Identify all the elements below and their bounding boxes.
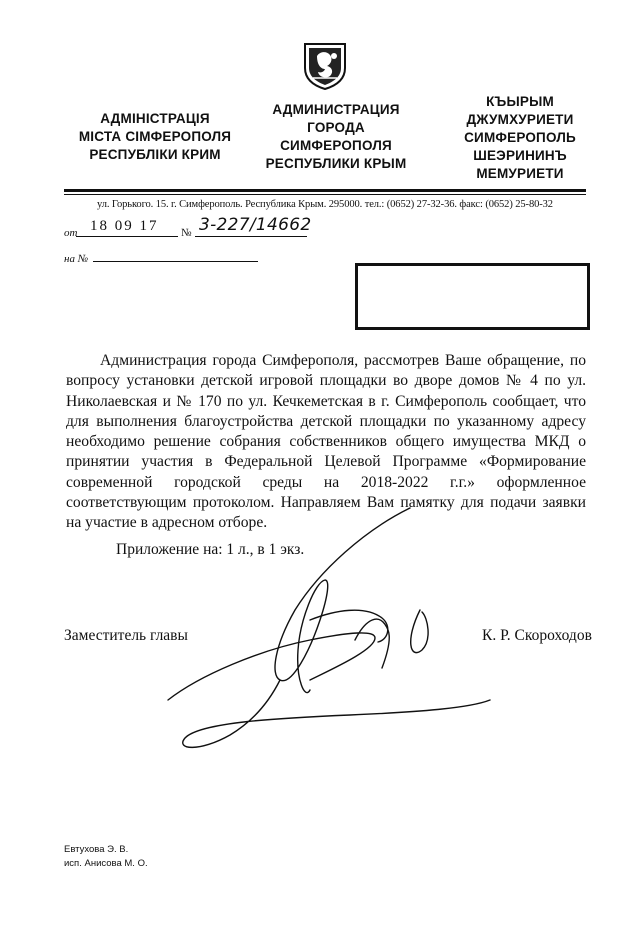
header-right-line: ДЖУМХУРИЕТИ xyxy=(466,112,574,127)
footer-author: Евтухова Э. В. xyxy=(64,844,129,855)
header-center-line: РЕСПУБЛИКИ КРЫМ xyxy=(265,156,407,171)
number-field xyxy=(195,236,307,237)
body-paragraph: Администрация города Симферополя, рассмотрев Ваше обращение, по вопросу установки детской игровой площадки во дворе домов № 4 по ул. Николаевская и № 170 по ул. Кечкеметская в г. Симферополь сообщает, что для выполнения благоустройства детской площадки по указанному адресу необходимо решение собрания собственников общего имущества МКД о принятии участия в Федеральной Целевой Программе «Формирование современной городской среды на 2018-2022 г.г.» оформленное соответствующим протоколом. Направляем Вам памятку для подачи заявки на участие в адресном отборе. xyxy=(66,352,586,532)
reference-field xyxy=(93,261,258,262)
header-left-line: РЕСПУБЛІКИ КРИМ xyxy=(89,147,221,162)
footer-executor: исп. Анисова М. О. xyxy=(64,858,148,869)
header-center-block xyxy=(236,101,436,173)
header-center-line: ГОРОДА xyxy=(307,120,365,135)
header-rule-thick xyxy=(64,189,586,192)
header-right-line: МЕМУРИЕТИ xyxy=(476,166,564,181)
registration-date: 18 09 17 xyxy=(90,218,159,234)
number-label: № xyxy=(181,227,192,239)
header-left-line: АДМІНІСТРАЦІЯ xyxy=(100,111,210,126)
header-right-block xyxy=(430,93,610,183)
from-label: от xyxy=(64,227,78,239)
header-center-line: АДМИНИСТРАЦИЯ xyxy=(272,102,400,117)
header-right-line: СИМФЕРОПОЛЬ xyxy=(464,130,576,145)
header-right-line: КЪЫРЫМ xyxy=(486,94,554,109)
header-left-line: МІСТА СІМФЕРОПОЛЯ xyxy=(78,129,232,144)
signer-name: К. Р. Скороходов xyxy=(482,627,592,644)
date-field xyxy=(76,236,178,237)
address-line: ул. Горького. 15. г. Симферополь. Республика Крым. 295000. тел.: (0652) 27-32-36. факс: (0652) 25-80-32 xyxy=(97,199,553,210)
coat-of-arms-emblem xyxy=(303,42,347,90)
attachment-line: Приложение на: 1 л., в 1 экз. xyxy=(116,541,305,558)
signer-position: Заместитель главы xyxy=(64,627,188,644)
header-left-block xyxy=(55,110,255,164)
handwritten-signature xyxy=(160,500,500,760)
header-right-line: ШЕЭРИНИНЪ xyxy=(473,148,567,163)
header-rule-thin xyxy=(64,194,586,195)
reference-label: на № xyxy=(64,253,89,265)
registration-number: 3-227/14662 xyxy=(199,215,312,235)
redacted-addressee-box xyxy=(355,263,590,330)
header-center-line: СИМФЕРОПОЛЯ xyxy=(280,138,392,153)
